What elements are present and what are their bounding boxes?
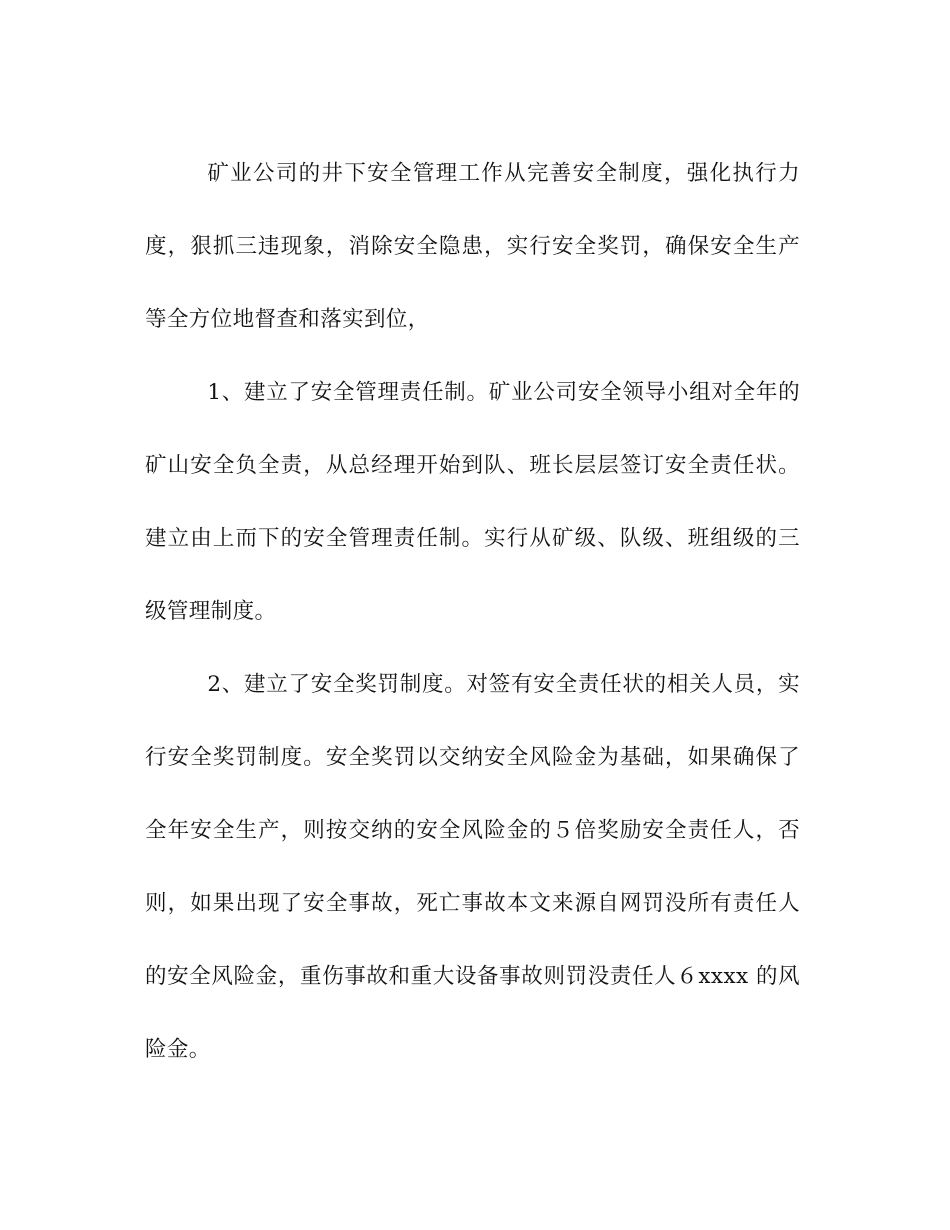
document-body <box>145 137 800 1086</box>
paragraph-item-1: 1、建立了安全管理责任制。矿业公司安全领导小组对全年的矿山安全负全责，从总经理开始到队、班长层层签订安全责任状。建立由上而下的安全管理责任制。实行从矿级、队级、班组级的三级管理制度。 <box>145 380 800 624</box>
paragraph-item-2: 2、建立了安全奖罚制度。对签有安全责任状的相关人员，实行安全奖罚制度。安全奖罚以交纳安全风险金为基础，如果确保了全年安全生产，则按交纳的安全风险金的５倍奖励安全责任人，否则，如果出现了安全事故，死亡事故本文来源自网罚没所有责任人的安全风险金，重伤事故和重大设备事故则罚没责任人６xxxx 的风险金。 <box>145 672 800 1062</box>
paragraph-intro: 矿业公司的井下安全管理工作从完善安全制度，强化执行力度，狠抓三违现象，消除安全隐患，实行安全奖罚，确保安全生产等全方位地督查和落实到位， <box>145 161 800 332</box>
